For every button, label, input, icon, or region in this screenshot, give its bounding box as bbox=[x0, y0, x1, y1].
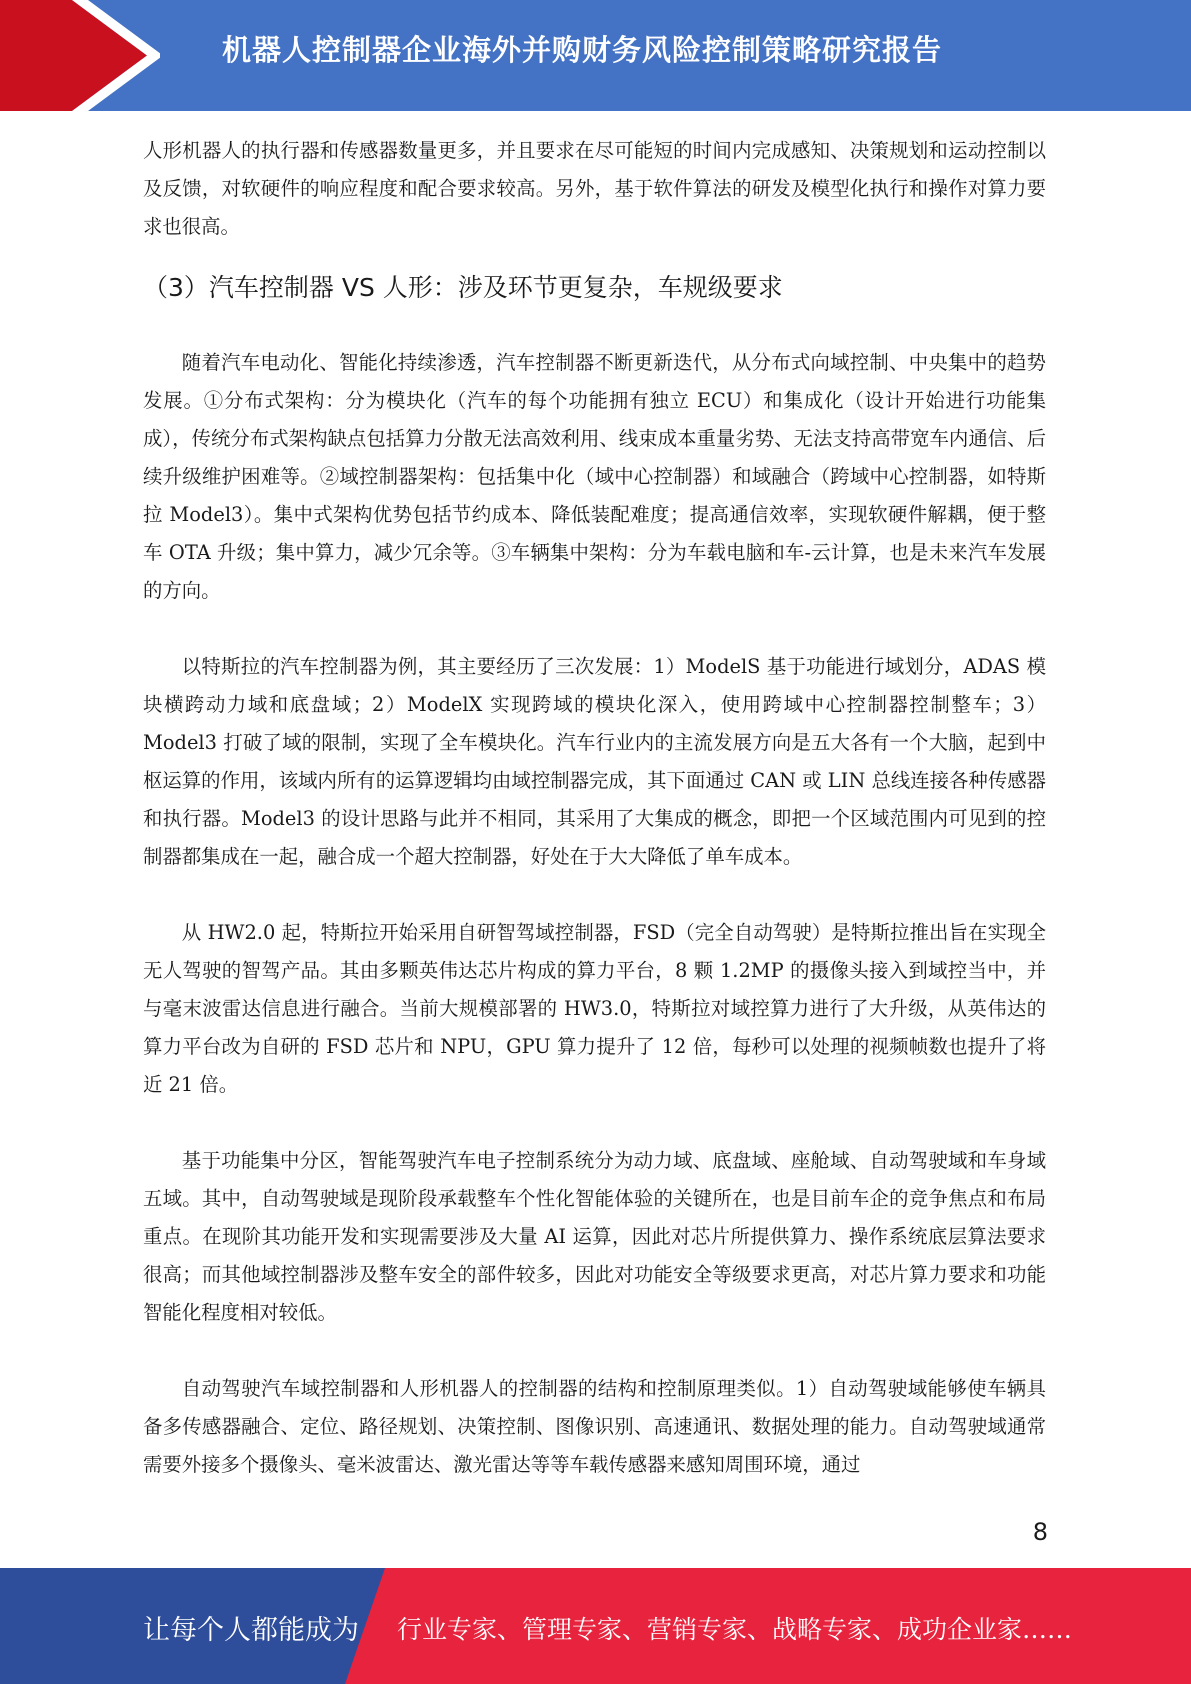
report-title: 机器人控制器企业海外并购财务风险控制策略研究报告 bbox=[222, 33, 943, 67]
footer-slogan-left: 让每个人都能成为 bbox=[143, 1615, 359, 1646]
body-paragraph: 从 HW2.0 起，特斯拉开始采用自研智驾域控制器，FSD（完全自动驾驶）是特斯拉推出旨在实现全无人驾驶的智驾产品。其由多颗英伟达芯片构成的算力平台，8 颗 1.2MP 的摄像头接入到域控当中，并与毫末波雷达信息进行融合。当前大规模部署的 HW3.0，特斯拉对域控算力进行了大升级，从英伟达的算力平台改为自研的 FSD 芯片和 NPU，GPU 算力提升了 12 倍，每秒可以处理的视频帧数也提升了将近 21 倍。 bbox=[143, 921, 1046, 1096]
page-header bbox=[0, 0, 1191, 111]
body-paragraph: 以特斯拉的汽车控制器为例，其主要经历了三次发展：1）ModelS 基于功能进行域划分，ADAS 模块横跨动力域和底盘域；2）ModelX 实现跨域的模块化深入，使用跨域中心控制器控制整车；3）Model3 打破了域的限制，实现了全车模块化。汽车行业内的主流发展方向是五大各有一个大脑，起到中枢运算的作用，该域内所有的运算逻辑均由域控制器完成，其下面通过 CAN 或 LIN 总线连接各种传感器和执行器。Model3 的设计思路与此并不相同，其采用了大集成的概念，即把一个区域范围内可见到的控制器都集成在一起，融合成一个超大控制器，好处在于大大降低了单车成本。 bbox=[143, 655, 1046, 868]
page-number: 8 bbox=[1032, 1518, 1048, 1546]
body-paragraph: 自动驾驶汽车域控制器和人形机器人的控制器的结构和控制原理类似。1）自动驾驶域能够使车辆具备多传感器融合、定位、路径规划、决策控制、图像识别、高速通讯、数据处理的能力。自动驾驶域通常需要外接多个摄像头、毫米波雷达、激光雷达等等车载传感器来感知周围环境，通过 bbox=[143, 1377, 1046, 1476]
section-heading: （3）汽车控制器 VS 人形：涉及环节更复杂，车规级要求 bbox=[143, 273, 783, 302]
body-paragraph: 基于功能集中分区，智能驾驶汽车电子控制系统分为动力域、底盘域、座舱域、自动驾驶域和车身域五域。其中，自动驾驶域是现阶段承载整车个性化智能体验的关键所在，也是目前车企的竞争焦点和布局重点。在现阶其功能开发和实现需要涉及大量 AI 运算，因此对芯片所提供算力、操作系统底层算法要求很高；而其他域控制器涉及整车安全的部件较多，因此对功能安全等级要求更高，对芯片算力要求和功能智能化程度相对较低。 bbox=[143, 1149, 1046, 1324]
body-paragraph: 随着汽车电动化、智能化持续渗透，汽车控制器不断更新迭代，从分布式向域控制、中央集中的趋势发展。①分布式架构：分为模块化（汽车的每个功能拥有独立 ECU）和集成化（设计开始进行功能集成），传统分布式架构缺点包括算力分散无法高效利用、线束成本重量劣势、无法支持高带宽车内通信、后续升级维护困难等。②域控制器架构：包括集中化（域中心控制器）和域融合（跨域中心控制器，如特斯拉 Model3）。集中式架构优势包括节约成本、降低装配难度；提高通信效率，实现软硬件解耦，便于整车 OTA 升级；集中算力，减少冗余等。③车辆集中架构：分为车载电脑和车-云计算，也是未来汽车发展的方向。 bbox=[143, 351, 1046, 602]
page-footer bbox=[0, 1568, 1191, 1684]
page-body bbox=[143, 132, 1046, 1484]
intro-paragraph: 人形机器人的执行器和传感器数量更多，并且要求在尽可能短的时间内完成感知、决策规划和运动控制以及反馈，对软硬件的响应程度和配合要求较高。另外，基于软件算法的研发及模型化执行和操作对算力要求也很高。 bbox=[143, 139, 1046, 238]
footer-slogan-right: 行业专家、管理专家、营销专家、战略专家、成功企业家…… bbox=[397, 1615, 1073, 1644]
header-red-arrow bbox=[0, 0, 150, 111]
